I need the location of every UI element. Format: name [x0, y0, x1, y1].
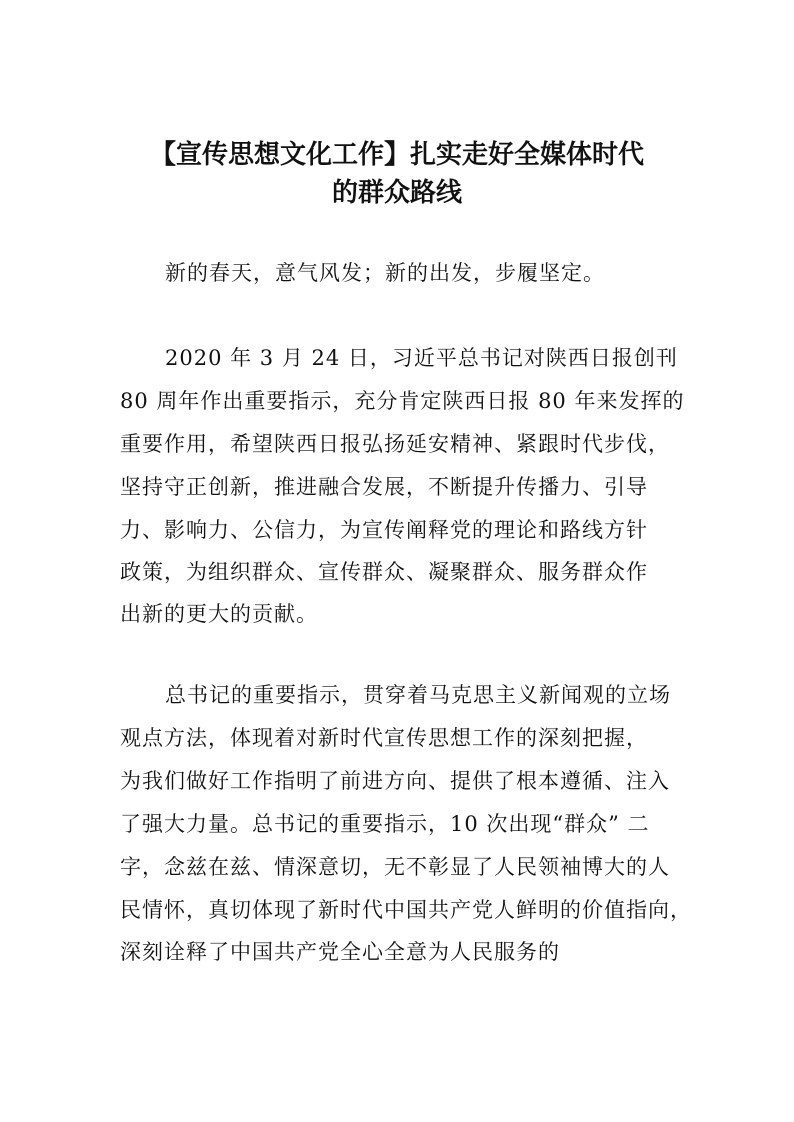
text-line: 80 周年作出重要指示，充分肯定陕西日报 80 年来发挥的 — [120, 389, 685, 413]
title-line: 【宣传思想文化工作】扎实走好全媒体时代 — [149, 140, 644, 170]
text-line: 了强大力量。总书记的重要指示，10 次出现“群众” 二 — [120, 812, 650, 836]
text-line: 总书记的重要指示，贯穿着马克思主义新闻观的立场 — [165, 683, 671, 707]
text-line: 坚持守正创新，推进融合发展，不断提升传播力、引导 — [120, 475, 648, 499]
title-line: 的群众路线 — [331, 178, 462, 208]
text-line: 出新的更大的贡献。 — [120, 602, 318, 626]
text-line: 字，念兹在兹、情深意切，无不彰显了人民领袖博大的人 — [120, 855, 670, 879]
text-line: 为我们做好工作指明了前进方向、提供了根本遵循、注入 — [120, 769, 670, 793]
text-line: 2020 年 3 月 24 日，习近平总书记对陕西日报创刊 — [165, 346, 678, 370]
text-line: 深刻诠释了中国共产党全心全意为人民服务的 — [120, 940, 560, 964]
text-line: 重要作用，希望陕西日报弘扬延安精神、紧跟时代步伐， — [120, 432, 670, 456]
text-line: 民情怀，真切体现了新时代中国共产党人鲜明的价值指向， — [120, 898, 692, 922]
text-line: 力、影响力、公信力，为宣传阐释党的理论和路线方针 — [120, 518, 648, 542]
text-line: 新的春天，意气风发；新的出发，步履坚定。 — [165, 261, 605, 285]
text-line: 观点方法，体现着对新时代宣传思想工作的深刻把握， — [120, 726, 648, 750]
text-line: 政策，为组织群众、宣传群众、凝聚群众、服务群众作 — [120, 560, 648, 584]
